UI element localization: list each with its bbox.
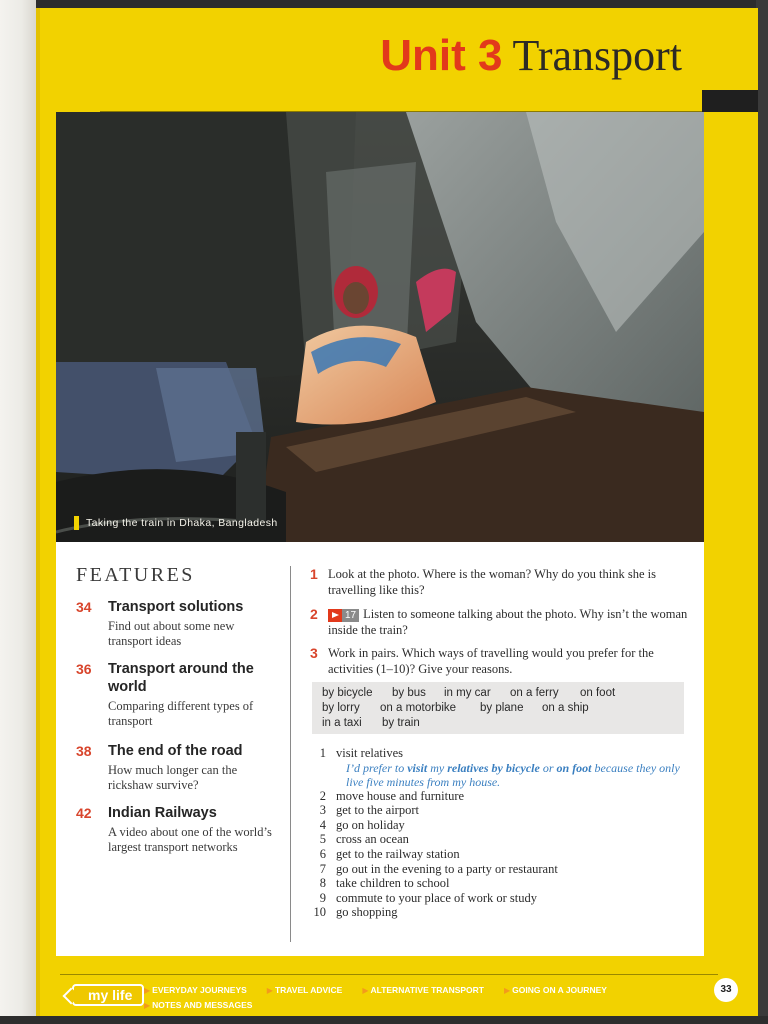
scan-bottom-edge xyxy=(0,1016,768,1024)
feature-page-number: 42 xyxy=(76,805,92,821)
unit-name: Transport xyxy=(512,31,682,80)
word-option: in a taxi xyxy=(322,717,362,729)
word-box-row xyxy=(322,717,684,732)
feature-name: Indian Railways xyxy=(108,805,217,821)
my-life-badge: my life xyxy=(72,984,144,1006)
content-panel xyxy=(56,542,704,956)
footer-topic-everyday-journeys[interactable]: ▶ EVERYDAY JOURNEYS xyxy=(144,983,257,998)
word-box-row xyxy=(322,687,684,702)
activity-item: 6 get to the railway station xyxy=(319,846,460,861)
word-option: on foot xyxy=(580,687,616,699)
scan-left-margin xyxy=(0,0,36,1024)
transport-word-box xyxy=(312,682,684,734)
train-photo-image xyxy=(56,112,704,542)
footer-topics xyxy=(144,983,704,1013)
activity-item: 3 get to the airport xyxy=(319,803,419,818)
play-icon xyxy=(328,609,342,622)
exercise-1 xyxy=(310,566,690,598)
title-rule xyxy=(100,92,756,112)
activity-list xyxy=(310,746,690,920)
activity-item: 9 commute to your place of work or study xyxy=(319,890,537,905)
feature-name: Transport around the world xyxy=(108,661,254,695)
activity-item: 1 visit relatives xyxy=(319,746,403,760)
word-option: on a motorbike xyxy=(380,702,457,714)
exercise-2 xyxy=(310,606,690,638)
exercise-text: Listen to someone talking about the photo. Why isn’t the woman inside the train? xyxy=(328,607,688,637)
feature-description: Find out about some new transport ideas xyxy=(108,619,235,648)
triangle-icon: ▶ xyxy=(362,986,369,995)
triangle-icon: ▶ xyxy=(144,1001,151,1010)
feature-description: Comparing different types of transport xyxy=(108,699,254,728)
triangle-icon: ▶ xyxy=(266,986,273,995)
feature-description: A video about one of the world’s largest transport networks xyxy=(108,825,272,854)
activity-item: 10 go shopping xyxy=(313,905,398,920)
column-divider xyxy=(290,566,291,942)
exercise-number: 2 xyxy=(310,606,318,622)
feature-page-number: 36 xyxy=(76,661,92,677)
feature-page-number: 38 xyxy=(76,743,92,759)
activity-item: 7 go out in the evening to a party or restaurant xyxy=(319,861,558,876)
feature-description: How much longer can the rickshaw survive? xyxy=(108,763,238,792)
unit-number: Unit 3 xyxy=(380,31,503,80)
exercise-number: 3 xyxy=(310,645,318,661)
activity-item: 2 move house and furniture xyxy=(319,788,465,803)
feature-indian-railways[interactable] xyxy=(76,804,296,855)
exercise-text: Look at the photo. Where is the woman? Why do you think she is travelling like this? xyxy=(328,567,656,597)
textbook-page xyxy=(36,8,758,1018)
word-option: on a ship xyxy=(542,702,589,714)
footer-topic-alternative-transport[interactable]: ▶ ALTERNATIVE TRANSPORT xyxy=(362,983,494,998)
word-box-row xyxy=(322,702,684,717)
audio-track-number: 17 xyxy=(342,609,359,622)
triangle-icon: ▶ xyxy=(144,986,151,995)
footer-topic-travel-advice[interactable]: ▶ TRAVEL ADVICE xyxy=(267,983,353,998)
exercise-text: Work in pairs. Which ways of travelling would you prefer for the activities (1–10)? Give your reasons. xyxy=(328,646,654,676)
caption-marker xyxy=(74,516,79,530)
exercise-number: 1 xyxy=(310,566,318,582)
word-option: by bicycle xyxy=(322,687,373,699)
feature-transport-solutions[interactable] xyxy=(76,598,296,649)
activity-item: 4 go on holiday xyxy=(319,817,405,832)
word-option: on a ferry xyxy=(510,687,559,699)
photo-caption xyxy=(74,516,278,530)
feature-name: The end of the road xyxy=(108,743,243,759)
triangle-icon: ▶ xyxy=(504,986,511,995)
activity-item: 8 take children to school xyxy=(319,876,450,891)
page-number: 33 xyxy=(714,978,738,1002)
caption-text: Taking the train in Dhaka, Bangladesh xyxy=(86,517,278,529)
feature-page-number: 34 xyxy=(76,599,92,615)
feature-transport-around-the-world[interactable] xyxy=(76,660,296,729)
footer-rule xyxy=(60,974,718,975)
footer-topic-notes-and-messages[interactable]: ▶ NOTES AND MESSAGES xyxy=(144,998,262,1013)
exercise-3 xyxy=(310,645,690,677)
feature-name: Transport solutions xyxy=(108,599,244,615)
edge-tab xyxy=(702,90,758,112)
word-option: by plane xyxy=(480,702,524,714)
features-heading: FEATURES xyxy=(76,564,195,586)
word-option: by lorry xyxy=(322,702,360,714)
activity-item: 5 cross an ocean xyxy=(319,832,409,847)
unit-photo xyxy=(56,112,704,542)
example-answer: I’d prefer to visit my relatives by bicycle or on foot because they only live five minutes from my house. xyxy=(346,760,680,789)
page-title xyxy=(380,31,682,80)
word-option: in my car xyxy=(444,687,491,699)
audio-track-button[interactable] xyxy=(328,609,359,622)
feature-end-of-the-road[interactable] xyxy=(76,742,296,793)
footer-topic-going-on-a-journey[interactable]: ▶ GOING ON A JOURNEY xyxy=(504,983,617,998)
word-option: by bus xyxy=(392,687,426,699)
word-option: by train xyxy=(382,717,420,729)
